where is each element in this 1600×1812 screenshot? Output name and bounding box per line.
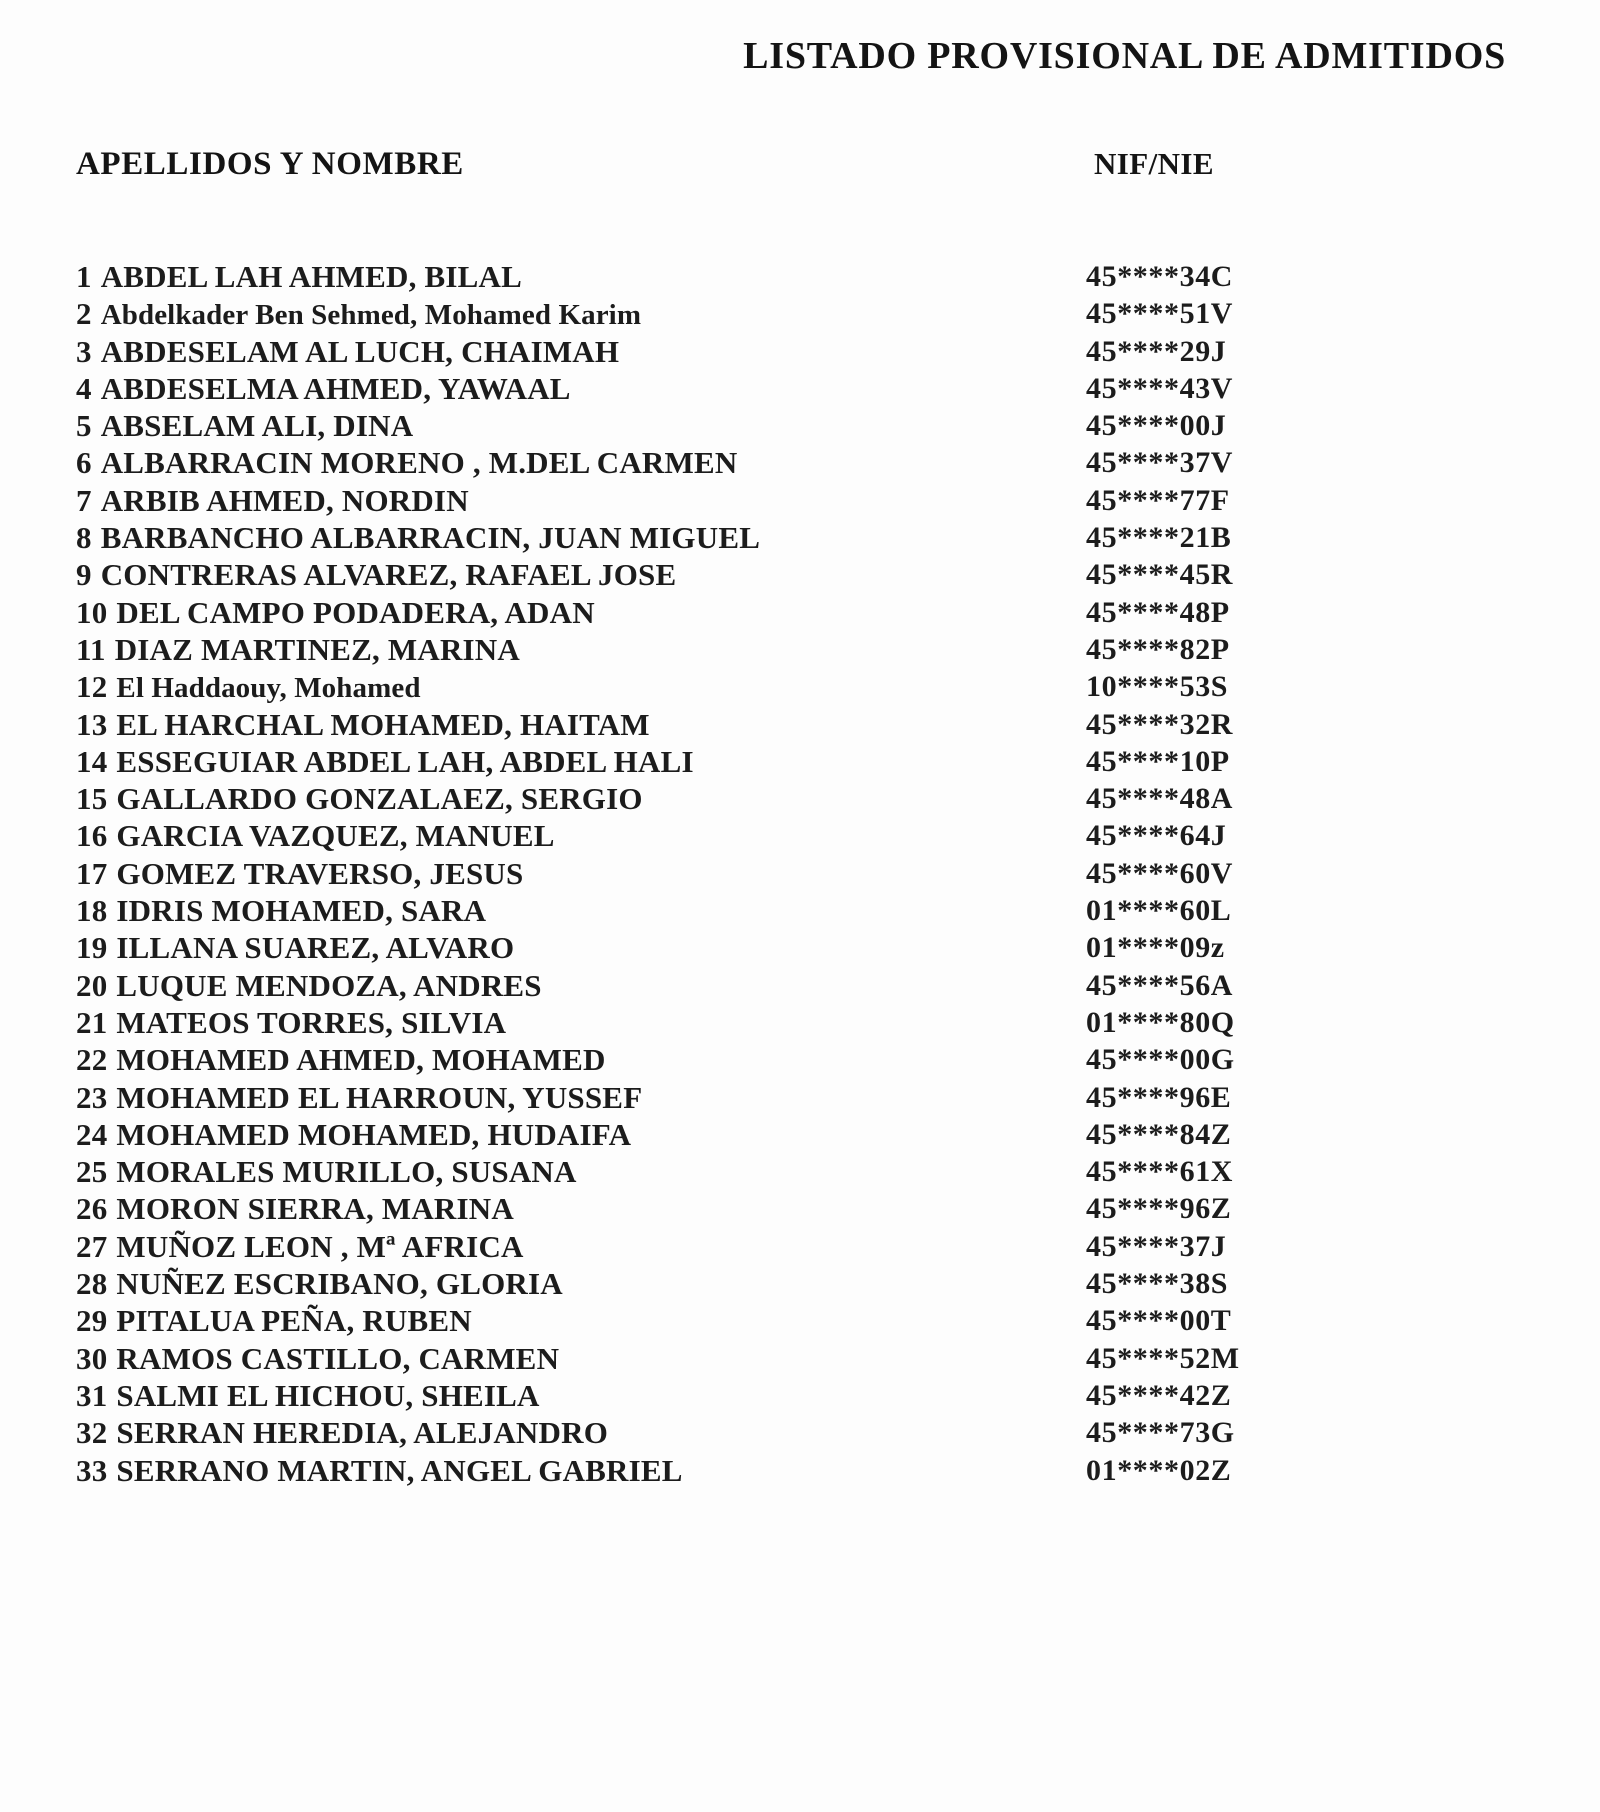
row-name: DIAZ MARTINEZ, MARINA: [114, 631, 520, 667]
row-nif: 45****64J: [1086, 819, 1227, 853]
row-nif: 45****56A: [1086, 968, 1234, 1002]
table-row: [76, 1228, 1456, 1265]
row-name: ABDEL LAH AHMED, BILAL: [100, 259, 522, 294]
table-row: [76, 1302, 1456, 1339]
row-name: ARBIB AHMED, NORDIN: [100, 482, 469, 518]
row-name: Abdelkader Ben Sehmed, Mohamed Karim: [100, 299, 642, 332]
row-index: 15: [76, 781, 108, 817]
row-index: 5: [76, 408, 92, 444]
row-index: 6: [76, 445, 92, 481]
table-row: [76, 631, 1456, 668]
row-name: DEL CAMPO PODADERA, ADAN: [116, 594, 595, 630]
row-index: 2: [76, 296, 92, 332]
row-nif: 45****10P: [1086, 744, 1230, 778]
table-row: [76, 1041, 1456, 1078]
table-row: [76, 743, 1456, 780]
row-index: 33: [76, 1452, 108, 1488]
table-row: [76, 333, 1456, 370]
row-nif: 45****38S: [1086, 1267, 1229, 1301]
row-index: 9: [76, 557, 92, 593]
table-row: [76, 295, 1456, 332]
row-nif: 45****96E: [1086, 1080, 1232, 1114]
table-row: [76, 1190, 1456, 1227]
row-nif: 45****37V: [1086, 446, 1234, 480]
row-index: 11: [76, 631, 106, 667]
row-name: MORALES MURILLO, SUSANA: [116, 1154, 577, 1190]
row-index: 27: [76, 1228, 108, 1264]
row-index: 1: [76, 259, 92, 294]
row-index: 7: [76, 482, 92, 518]
row-nif: 01****02Z: [1086, 1453, 1232, 1487]
table-row: [76, 519, 1456, 556]
row-nif: 45****00G: [1086, 1043, 1235, 1077]
row-index: 14: [76, 743, 108, 779]
table-row: [76, 482, 1456, 519]
row-name: ILLANA SUAREZ, ALVARO: [116, 930, 515, 966]
table-row: [76, 1153, 1456, 1190]
table-row: [76, 594, 1456, 631]
row-index: 22: [76, 1042, 108, 1078]
row-name: IDRIS MOHAMED, SARA: [116, 893, 487, 929]
row-name: MOHAMED EL HARROUN, YUSSEF: [116, 1079, 643, 1115]
row-index: 19: [76, 930, 108, 966]
column-headers: [76, 146, 1446, 186]
row-name: RAMOS CASTILLO, CARMEN: [116, 1340, 560, 1376]
row-nif: 01****80Q: [1086, 1005, 1235, 1039]
table-row: [76, 817, 1456, 854]
table-row: [76, 1414, 1456, 1451]
row-nif: 45****77F: [1086, 483, 1230, 517]
row-nif: 45****45R: [1086, 558, 1234, 592]
row-index: 20: [76, 967, 108, 1003]
row-name: CONTRERAS ALVAREZ, RAFAEL JOSE: [100, 557, 677, 593]
table-row: [76, 855, 1456, 892]
row-nif: 45****42Z: [1086, 1378, 1232, 1412]
table-row: [76, 556, 1456, 593]
row-name: MOHAMED MOHAMED, HUDAIFA: [116, 1116, 632, 1152]
table-row: [76, 1079, 1456, 1116]
row-index: 26: [76, 1191, 108, 1227]
row-name: GALLARDO GONZALAEZ, SERGIO: [116, 781, 643, 817]
row-nif: 45****84Z: [1086, 1117, 1232, 1151]
row-index: 16: [76, 818, 108, 854]
table-row: [76, 929, 1456, 966]
table-row: [76, 258, 1456, 295]
column-header-name: APELLIDOS Y NOMBRE: [76, 146, 464, 182]
row-nif: 45****61X: [1086, 1155, 1234, 1189]
table-row: [76, 1377, 1456, 1414]
row-name: ESSEGUIAR ABDEL LAH, ABDEL HALI: [116, 743, 694, 779]
row-nif: 45****37J: [1086, 1229, 1227, 1263]
row-nif: 01****09z: [1086, 931, 1225, 965]
row-name: MATEOS TORRES, SILVIA: [116, 1004, 507, 1040]
row-name: SERRAN HEREDIA, ALEJANDRO: [116, 1415, 609, 1451]
row-name: El Haddaouy, Mohamed: [116, 672, 421, 705]
row-index: 12: [76, 669, 108, 705]
row-index: 30: [76, 1340, 108, 1376]
row-nif: 45****00T: [1086, 1304, 1232, 1338]
table-row: [76, 444, 1456, 481]
row-nif: 45****60V: [1086, 856, 1234, 890]
row-nif: 45****73G: [1086, 1416, 1235, 1450]
row-nif: 45****48A: [1086, 782, 1234, 816]
row-index: 21: [76, 1004, 108, 1040]
table-row: [76, 706, 1456, 743]
row-nif: 45****51V: [1086, 297, 1234, 331]
table-row: [76, 1004, 1456, 1041]
row-index: 31: [76, 1377, 108, 1413]
row-nif: 45****96Z: [1086, 1192, 1232, 1226]
row-nif: 45****00J: [1086, 409, 1227, 443]
row-index: 4: [76, 370, 92, 406]
row-name: LUQUE MENDOZA, ANDRES: [116, 967, 542, 1003]
table-row: [76, 407, 1456, 444]
table-row: [76, 668, 1456, 705]
row-index: 29: [76, 1303, 108, 1339]
table-row: [76, 1116, 1456, 1153]
row-name: EL HARCHAL MOHAMED, HAITAM: [116, 706, 650, 742]
table-row: [76, 892, 1456, 929]
table-row: [76, 967, 1456, 1004]
table-row: [76, 370, 1456, 407]
row-name: GOMEZ TRAVERSO, JESUS: [116, 855, 524, 891]
row-nif: 45****43V: [1086, 371, 1234, 405]
row-nif: 45****32R: [1086, 707, 1234, 741]
row-index: 17: [76, 855, 108, 891]
row-name: SERRANO MARTIN, ANGEL GABRIEL: [116, 1452, 683, 1488]
table-row: [76, 1452, 1456, 1489]
row-name: ABSELAM ALI, DINA: [100, 408, 414, 444]
row-nif: 45****48P: [1086, 595, 1230, 629]
row-name: ABDESELMA AHMED, YAWAAL: [100, 370, 571, 406]
row-nif: 45****82P: [1086, 632, 1230, 666]
row-name: MOHAMED AHMED, MOHAMED: [116, 1042, 606, 1078]
row-index: 24: [76, 1116, 108, 1152]
row-nif: 10****53S: [1086, 670, 1229, 704]
table-row: [76, 780, 1456, 817]
row-name: PITALUA PEÑA, RUBEN: [116, 1303, 472, 1339]
row-index: 18: [76, 893, 108, 929]
column-header-nif: NIF/NIE: [1094, 146, 1214, 181]
row-index: 8: [76, 520, 92, 556]
row-name: NUÑEZ ESCRIBANO, GLORIA: [116, 1266, 563, 1302]
row-name: GARCIA VAZQUEZ, MANUEL: [116, 818, 555, 854]
row-index: 10: [76, 594, 108, 630]
row-nif: 45****52M: [1086, 1341, 1240, 1375]
table-row: [76, 1265, 1456, 1302]
row-name: BARBANCHO ALBARRACIN, JUAN MIGUEL: [100, 520, 761, 556]
row-index: 28: [76, 1266, 108, 1302]
admitted-list: [76, 258, 1456, 1489]
row-nif: 01****60L: [1086, 894, 1232, 928]
row-index: 3: [76, 333, 92, 369]
row-index: 13: [76, 706, 108, 742]
row-index: 23: [76, 1079, 108, 1115]
row-nif: 45****29J: [1086, 334, 1227, 368]
table-row: [76, 1340, 1456, 1377]
row-index: 32: [76, 1415, 108, 1451]
row-name: MORON SIERRA, MARINA: [116, 1191, 514, 1227]
row-name: SALMI EL HICHOU, SHEILA: [116, 1377, 540, 1413]
row-name: ABDESELAM AL LUCH, CHAIMAH: [100, 333, 620, 369]
row-index: 25: [76, 1154, 108, 1190]
row-name: ALBARRACIN MORENO , M.DEL CARMEN: [100, 445, 738, 481]
row-name: MUÑOZ LEON , Mª AFRICA: [116, 1228, 524, 1264]
page-title: LISTADO PROVISIONAL DE ADMITIDOS: [743, 35, 1506, 77]
row-nif: 45****21B: [1086, 521, 1232, 555]
row-nif: 45****34C: [1086, 260, 1234, 293]
